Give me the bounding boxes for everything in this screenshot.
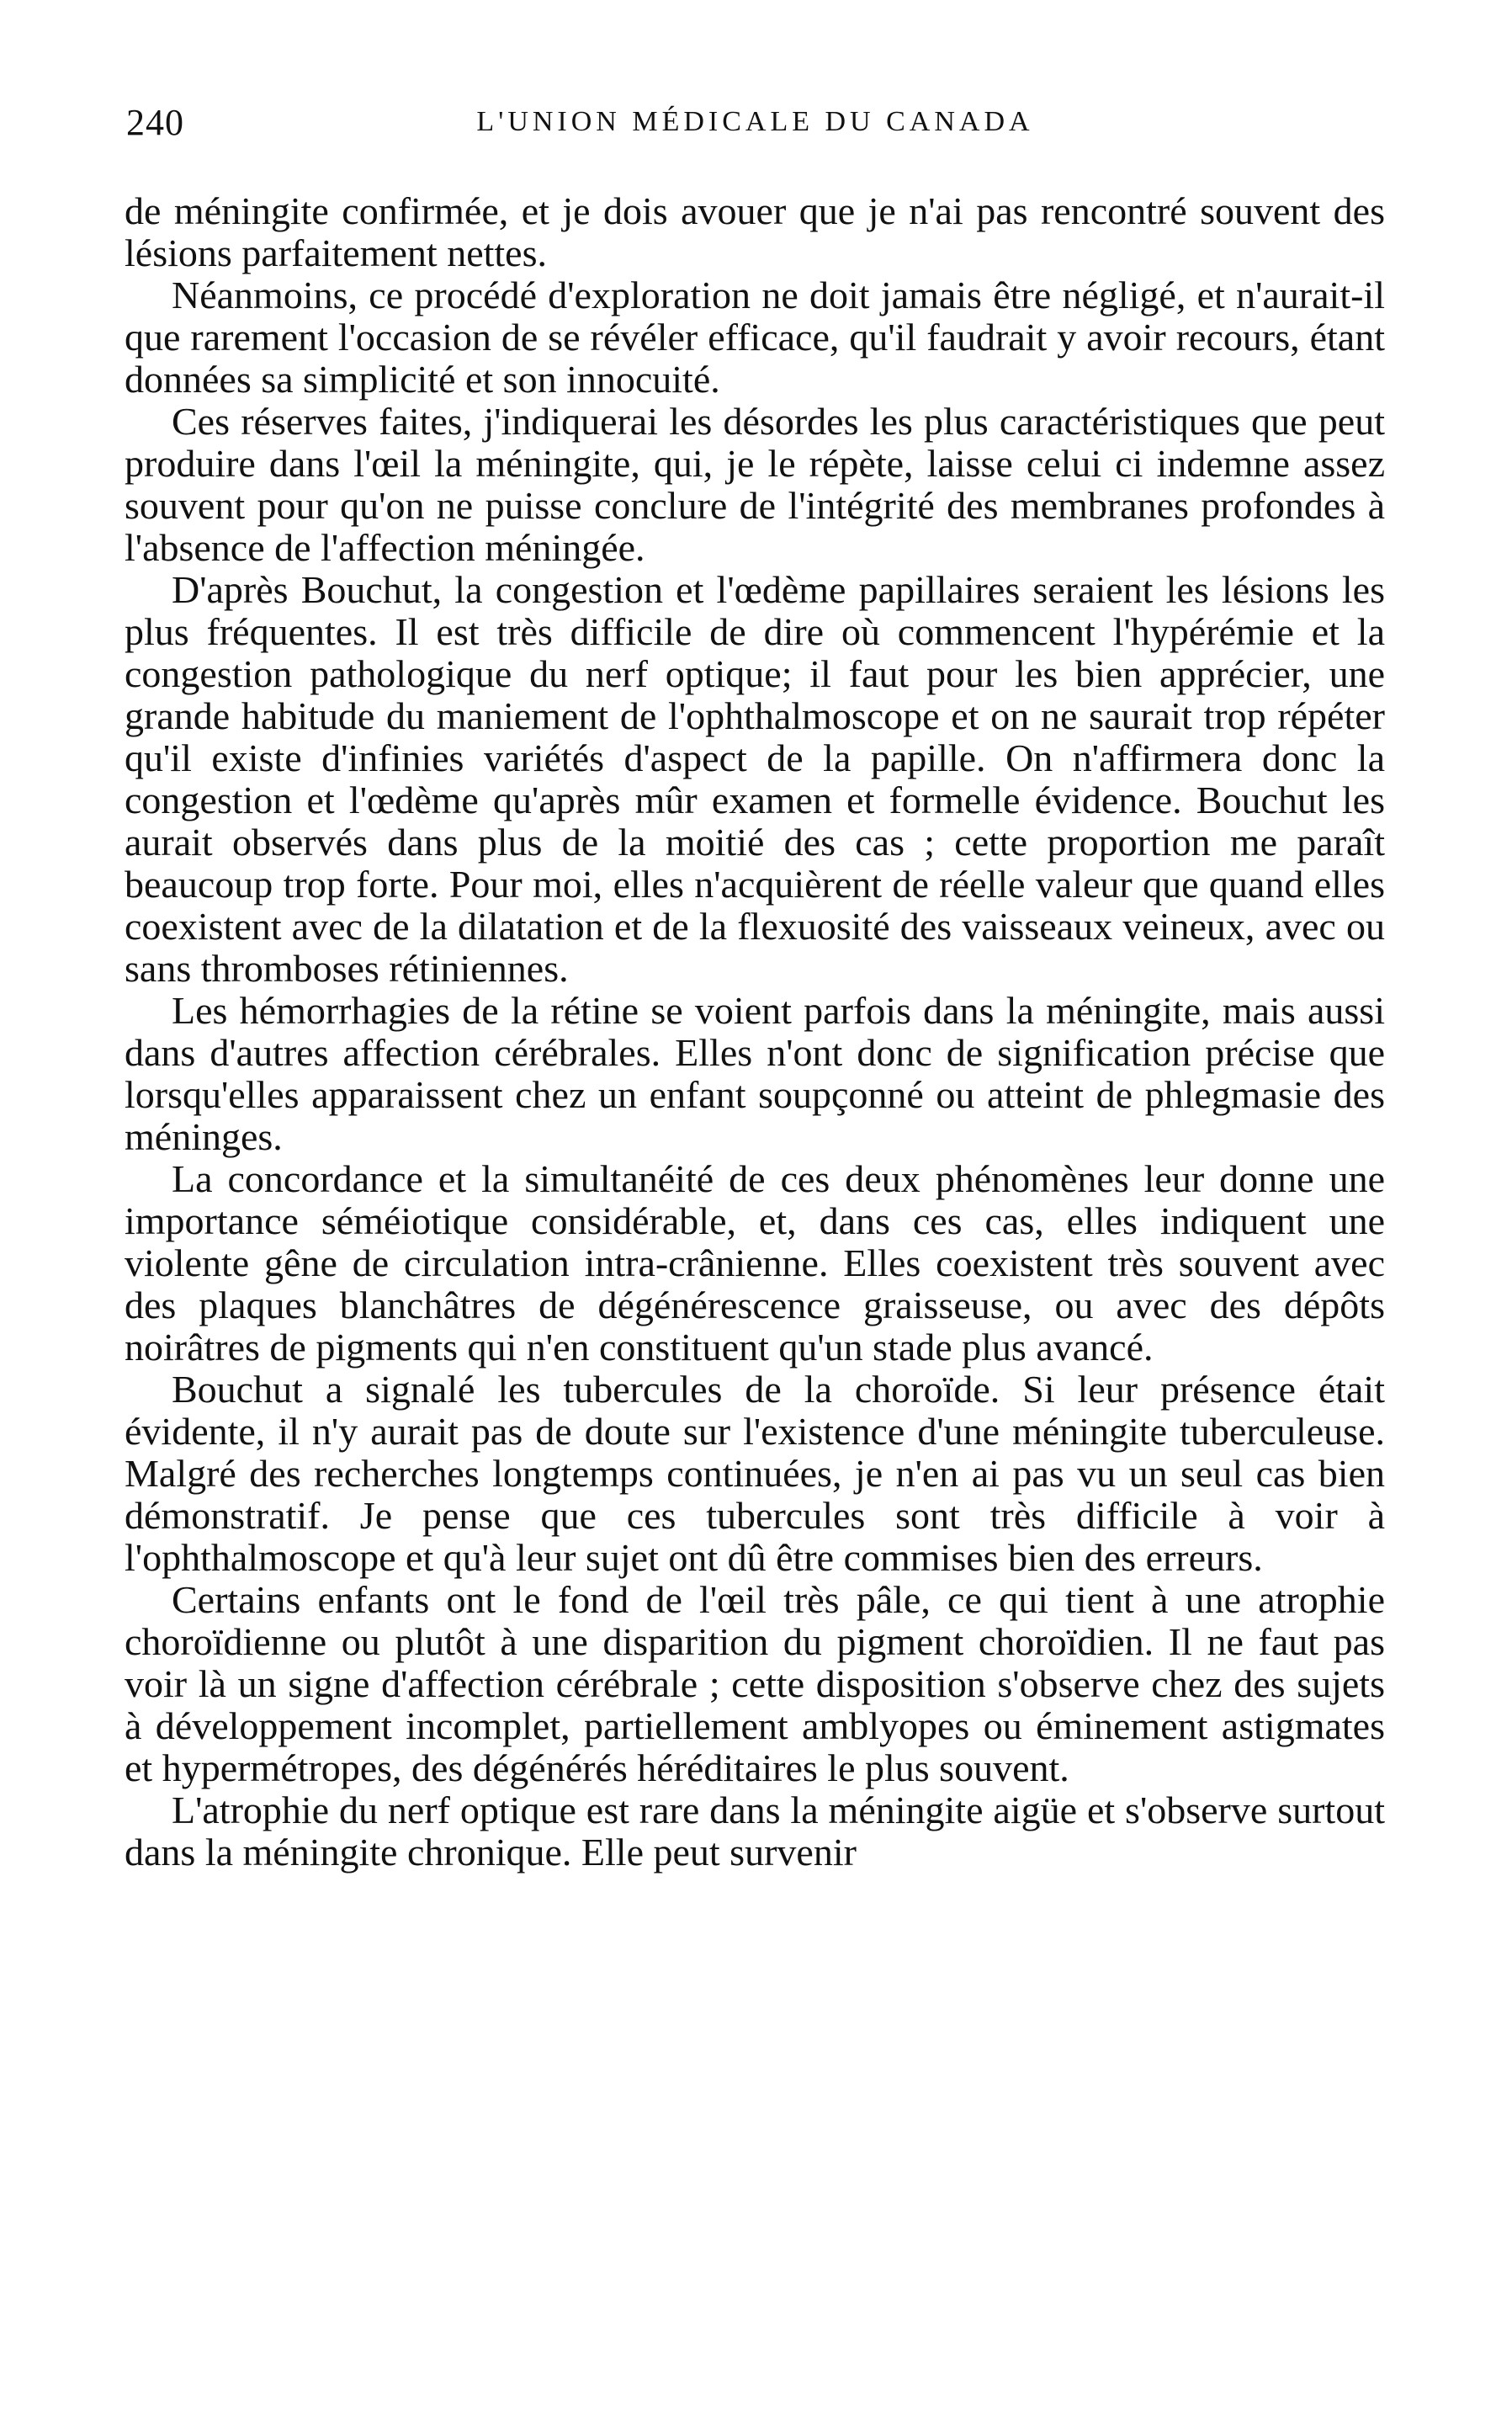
body-paragraph-6: La concordance et la simultanéité de ces deux phénomènes leur donne une importance séméiotique considérable, et, dans ces cas, elles indiquent une violente gêne de circulation intra-crânienne. Elles coexistent très souvent avec des plaques blanchâtres de dégénérescence graisseuse, ou avec des dépôts noirâtres de pigments qui n'en constituent qu'un stade plus avancé. bbox=[125, 1157, 1385, 1369]
body-paragraph-1: de méningite confirmée, et je dois avouer que je n'ai pas rencontré souvent des lésions parfaitement nettes. bbox=[125, 189, 1385, 274]
body-paragraph-3: Ces réserves faites, j'indiquerai les désordes les plus caractéristiques que peut produire dans l'œil la méningite, qui, je le répète, laisse celui ci indemne assez souvent pour qu'on ne puisse conclure de l'intégrité des membranes profondes à l'absence de l'affection méningée. bbox=[125, 400, 1385, 569]
article-body bbox=[125, 190, 1385, 1874]
running-header bbox=[126, 101, 1384, 160]
body-paragraph-7: Bouchut a signalé les tubercules de la choroïde. Si leur présence était évidente, il n'y aurait pas de doute sur l'existence d'une méningite tuberculeuse. Malgré des recherches longtemps continuées, je n'en ai pas vu un seul cas bien démonstratif. Je pense que ces tubercules sont très difficile à voir à l'ophthalmoscope et qu'à leur sujet ont dû être commises bien des erreurs. bbox=[125, 1368, 1385, 1579]
body-paragraph-9: L'atrophie du nerf optique est rare dans la méningite aigüe et s'observe surtout dans la méningite chronique. Elle peut survenir bbox=[125, 1788, 1385, 1874]
body-paragraph-5: Les hémorrhagies de la rétine se voient parfois dans la méningite, mais aussi dans d'autres affection cérébrales. Elles n'ont donc de signification précise que lorsqu'elles apparaissent chez un enfant soupçonné ou atteint de phlegmasie des méninges. bbox=[125, 989, 1385, 1158]
body-paragraph-8: Certains enfants ont le fond de l'œil très pâle, ce qui tient à une atrophie choroïdienne ou plutôt à une disparition du pigment choroïdien. Il ne faut pas voir là un signe d'affection cérébrale ; cette disposition s'observe chez des sujets à développement incomplet, partiellement amblyopes ou éminement astigmates et hypermétropes, des dégénérés héréditaires le plus souvent. bbox=[125, 1578, 1385, 1789]
body-paragraph-4: D'après Bouchut, la congestion et l'œdème papillaires seraient les lésions les plus fréquentes. Il est très difficile de dire où commencent l'hypérémie et la congestion pathologique du nerf optique; il faut pour les bien apprécier, une grande habitude du maniement de l'ophthalmoscope et on ne saurait trop répéter qu'il existe d'infinies variétés d'aspect de la papille. On n'affirmera donc la congestion et l'œdème qu'après mûr examen et formelle évidence. Bouchut les aurait observés dans plus de la moitié des cas ; cette proportion me paraît beaucoup trop forte. Pour moi, elles n'acquièrent de réelle valeur que quand elles coexistent avec de la dilatation et de la flexuosité des vaisseaux veineux, avec ou sans thromboses rétiniennes. bbox=[125, 568, 1385, 990]
body-paragraph-2: Néanmoins, ce procédé d'exploration ne doit jamais être négligé, et n'aurait-il que rarement l'occasion de se révéler efficace, qu'il faudrait y avoir recours, étant données sa simplicité et son innocuité. bbox=[125, 274, 1385, 401]
journal-title: L'UNION MÉDICALE DU CANADA bbox=[476, 106, 1034, 137]
page-number: 240 bbox=[126, 102, 184, 143]
